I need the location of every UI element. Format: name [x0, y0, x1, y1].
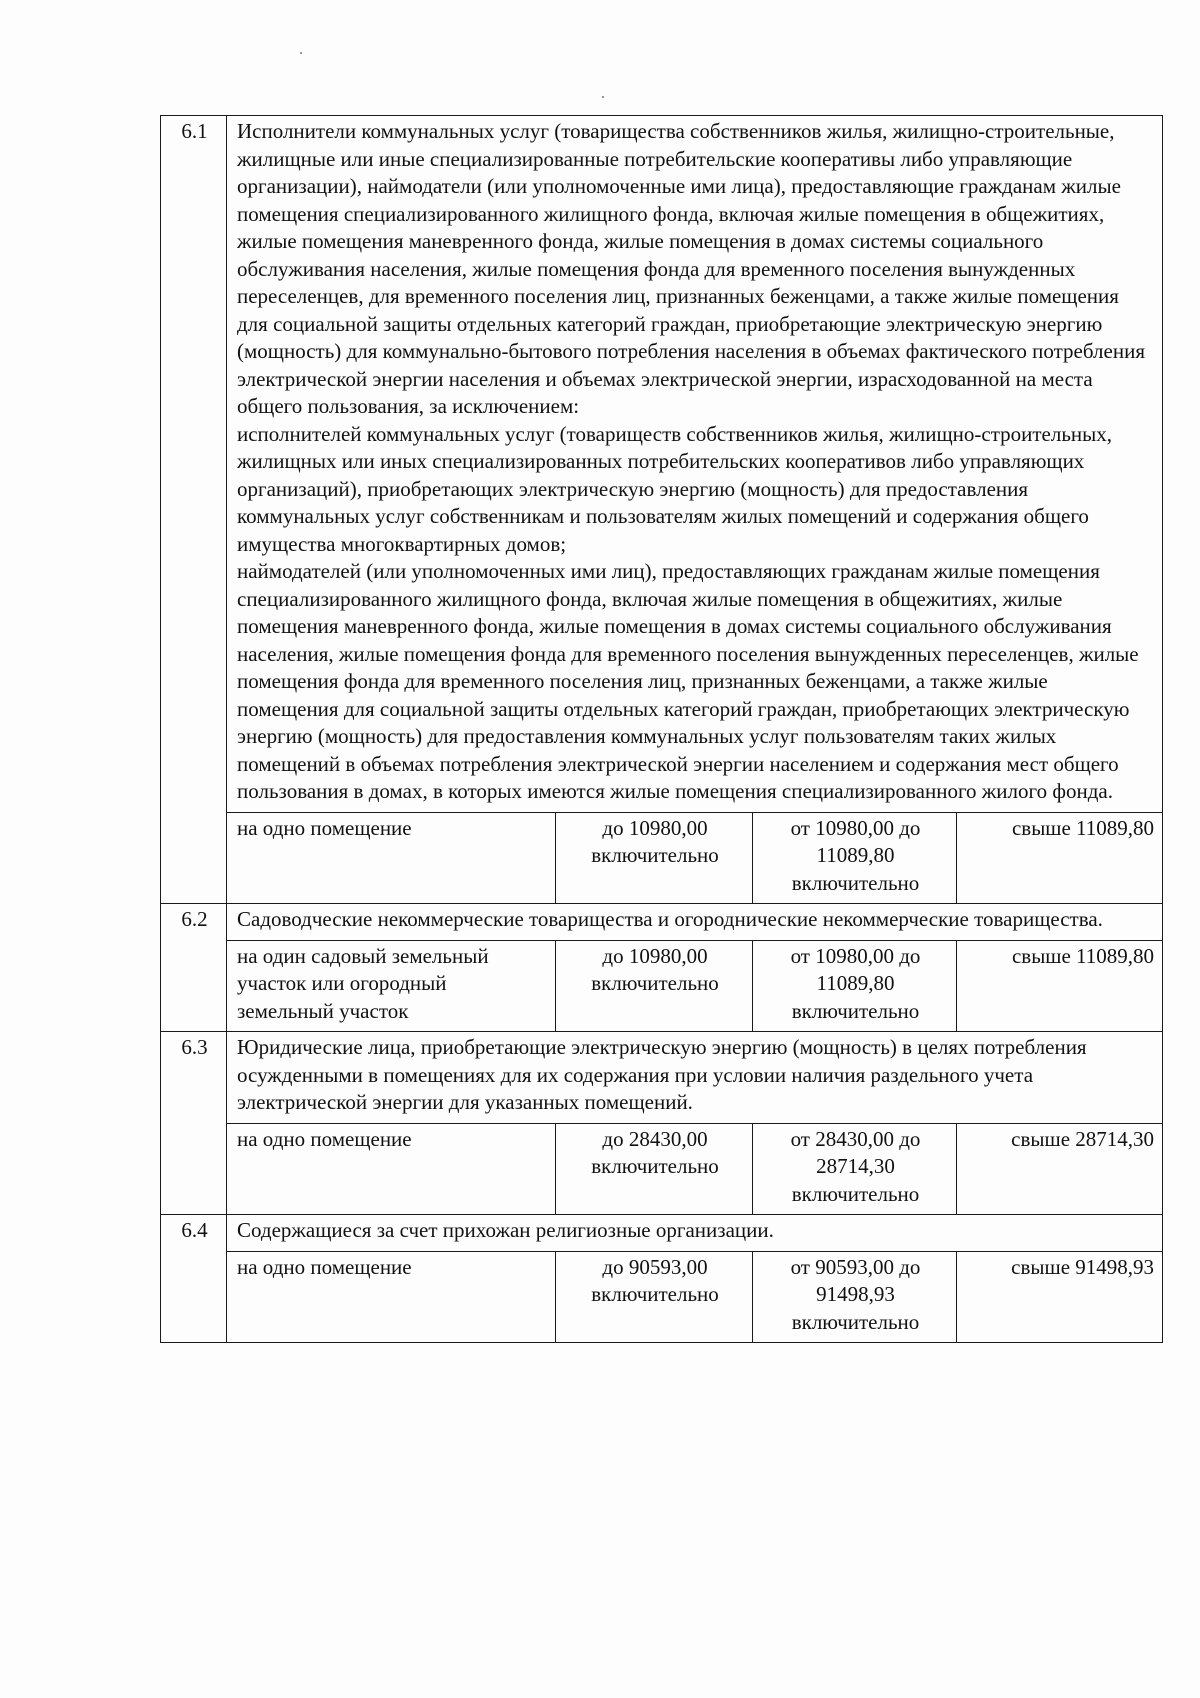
range-mid-cell: от 90593,00 до 91498,93 включительно — [753, 1251, 957, 1343]
range-mid-cell: от 10980,00 до 11089,80 включительно — [753, 940, 957, 1032]
range-high-cell: свыше 11089,80 — [957, 812, 1163, 904]
table-row — [161, 1215, 1163, 1252]
table-row — [161, 1032, 1163, 1124]
table-row — [161, 812, 1163, 904]
row-number: 6.2 — [161, 904, 227, 1032]
table-row — [161, 1123, 1163, 1215]
description-paragraph: Исполнители коммунальных услуг (товарищества собственников жилья, жилищно-строительные, жилищные или иные специализированные потребительские кооперативы либо управляющие организации), наймодатели (или уполномоченные ими лица), предоставляющие гражданам жилые помещения специализированного жилищного фонда, включая жилые помещения в общежитиях, жилые помещения маневренного фонда, жилые помещения в домах системы социального обслуживания населения, жилые помещения фонда для временного поселения вынужденных переселенцев, для временного поселения лиц, признанных беженцами, а также жилые помещения для социальной защиты отдельных категорий граждан, приобретающие электрическую энергию (мощность) для коммунально-бытового потребления населения в объемах фактического потребления электрической энергии населения и объемах электрической энергии, израсходованной на места общего пользования, за исключением: — [237, 119, 1145, 418]
range-high-cell: свыше 11089,80 — [957, 940, 1163, 1032]
range-low-cell: до 10980,00 включительно — [556, 940, 753, 1032]
range-low-cell: до 28430,00 включительно — [556, 1123, 753, 1215]
range-low-cell: до 90593,00 включительно — [556, 1251, 753, 1343]
description-paragraph: наймодателей (или уполномоченных ими лиц), предоставляющих гражданам жилые помещения специализированного жилищного фонда, включая жилые помещения в общежитиях, жилые помещения маневренного фонда, жилые помещения в домах системы социального обслуживания населения, жилые помещения фонда для временного поселения вынужденных переселенцев, жилые помещения фонда для временного поселения лиц, признанных беженцами, а также жилые помещения для социальной защиты отдельных категорий граждан, приобретающих электрическую энергию (мощность) для предоставления коммунальных услуг пользователям таких жилых помещений в объемах потребления электрической энергии населением и содержания мест общего пользования в домах, в которых имеются жилые помещения специализированного жилого фонда. — [237, 559, 1139, 803]
table-row — [161, 116, 1163, 813]
description-paragraph: Садоводческие некоммерческие товарищества и огороднические некоммерческие товарищества. — [237, 907, 1103, 931]
row-number: 6.3 — [161, 1032, 227, 1215]
table-row — [161, 1251, 1163, 1343]
scan-speck — [300, 52, 302, 54]
row-number: 6.4 — [161, 1215, 227, 1343]
row-description — [227, 1032, 1163, 1124]
row-number: 6.1 — [161, 116, 227, 904]
unit-cell: на одно помещение — [227, 1123, 556, 1215]
description-paragraph: Юридические лица, приобретающие электрическую энергию (мощность) в целях потребления осужденными в помещениях для их содержания при условии наличия раздельного учета электрической энергии для указанных помещений. — [237, 1035, 1087, 1114]
row-description — [227, 904, 1163, 941]
description-paragraph: Содержащиеся за счет прихожан религиозные организации. — [237, 1218, 774, 1242]
range-high-cell: свыше 28714,30 — [957, 1123, 1163, 1215]
range-high-cell: свыше 91498,93 — [957, 1251, 1163, 1343]
range-low-cell: до 10980,00 включительно — [556, 812, 753, 904]
range-mid-cell: от 28430,00 до 28714,30 включительно — [753, 1123, 957, 1215]
unit-cell: на одно помещение — [227, 1251, 556, 1343]
table-row — [161, 940, 1163, 1032]
tariff-table — [160, 115, 1163, 1343]
unit-cell: на одно помещение — [227, 812, 556, 904]
table-row — [161, 904, 1163, 941]
range-mid-cell: от 10980,00 до 11089,80 включительно — [753, 812, 957, 904]
description-paragraph: исполнителей коммунальных услуг (товариществ собственников жилья, жилищно-строительных, жилищных или иных специализированных потребительских кооперативов либо управляющих организаций), приобретающих электрическую энергию (мощность) для предоставления коммунальных услуг собственникам и пользователям жилых помещений и содержания общего имущества многоквартирных домов; — [237, 421, 1113, 556]
row-description — [227, 116, 1163, 813]
unit-cell: на один садовый земельный участок или огородный земельный участок — [227, 940, 556, 1032]
row-description — [227, 1215, 1163, 1252]
scan-speck — [602, 96, 604, 98]
